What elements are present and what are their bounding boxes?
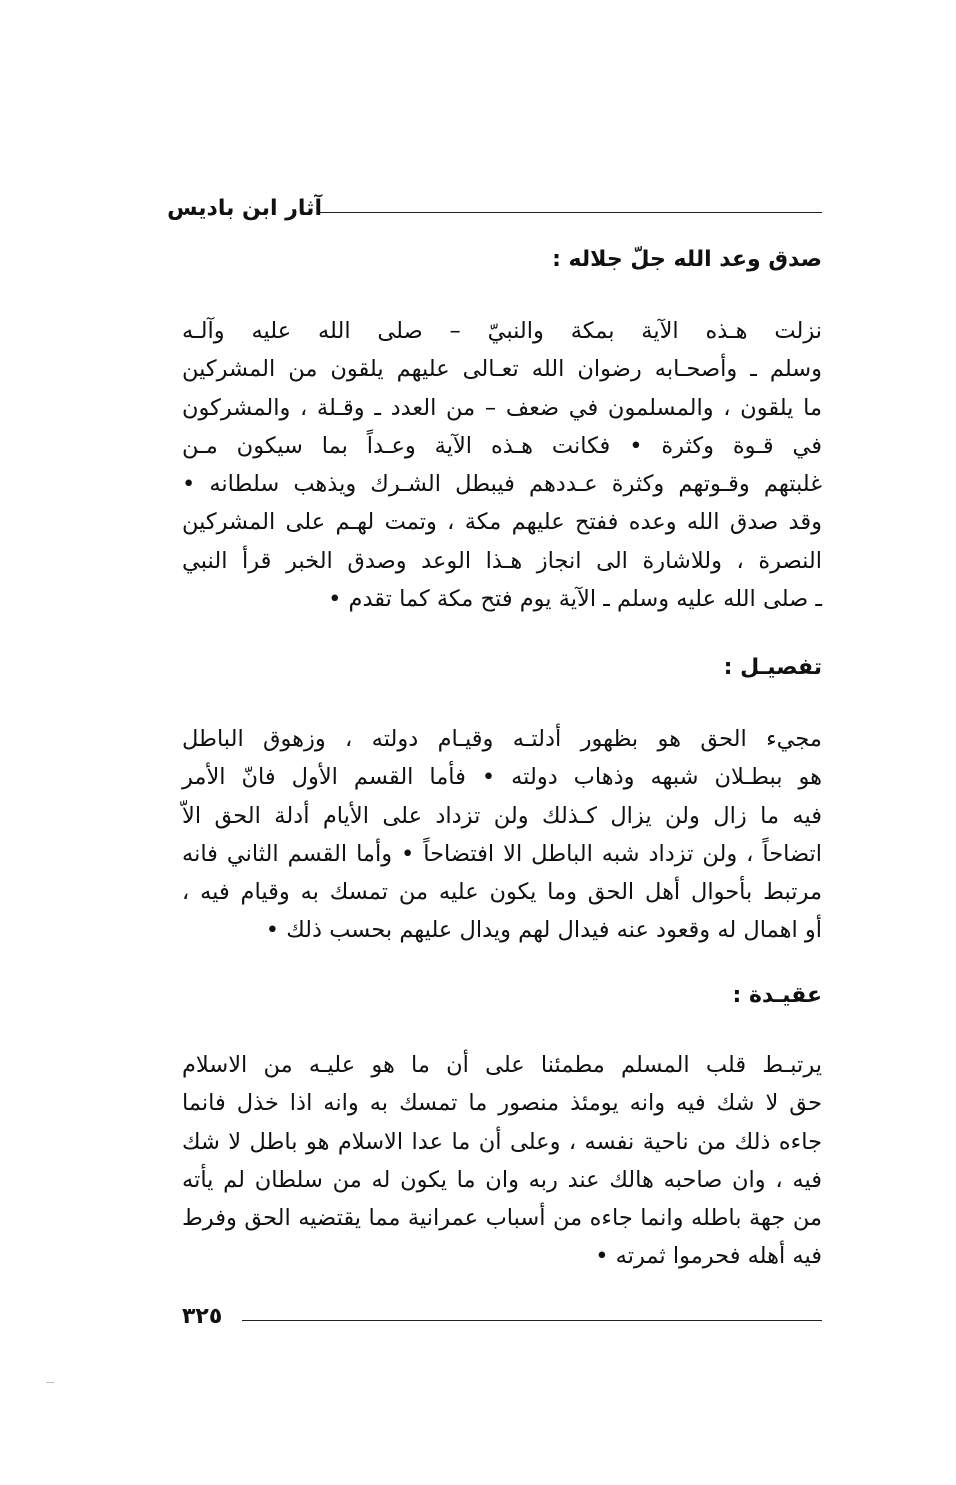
- paragraph: [182, 720, 822, 950]
- text-line: يرتبـط قلب المسلم مطمئنا على أن ما هو عليـه من الاسلام: [182, 1052, 822, 1078]
- text-line: ـ صلى الله عليه وسلم ـ الآية يوم فتح مكة كما تقدم •: [328, 586, 822, 613]
- running-header: [167, 192, 822, 226]
- section-heading: عقيـدة :: [732, 983, 822, 1008]
- text-line: حق لا شك فيه وانه يومئذ منصور ما تمسك به وانه اذا خذل فانما: [182, 1090, 822, 1117]
- text-line: وقد صدق الله وعده ففتح عليهم مكة ، وتمت لهـم على المشركين: [182, 509, 822, 536]
- running-title: آثار ابن باديس: [167, 196, 322, 221]
- text-line: فيه ما زال ولن يزال كـذلك ولن تزداد على الأيام أدلة الحق الاّ: [182, 802, 822, 829]
- section-heading: تفصيـل :: [723, 655, 822, 680]
- text-line: في قـوة وكثرة • فكانت هـذه الآية وعـداً بما سيكون مـن: [182, 432, 822, 459]
- text-line: نزلت هـذه الآية بمكة والنبيّ – صلى الله عليه وآلـه: [182, 318, 822, 344]
- header-rule: [320, 212, 822, 213]
- text-line: جاءه ذلك من ناحية نفسه ، وعلى أن ما عدا الاسلام هو باطل لا شك: [182, 1128, 822, 1155]
- page-footer: [182, 1300, 822, 1334]
- text-line: النصرة ، وللاشارة الى انجاز هـذا الوعد وصدق الخبر قرأ النبي: [182, 547, 822, 574]
- text-line: فيه أهله فحرموا ثمرته •: [595, 1243, 822, 1270]
- scan-speck: [46, 1382, 54, 1383]
- footer-rule: [242, 1320, 822, 1321]
- section-detail: [182, 648, 822, 950]
- text-line: ما يلقون ، والمسلمون في ضعف – من العدد ـ وقـلة ، والمشركون: [182, 394, 822, 421]
- section-belief: [182, 976, 822, 1276]
- text-line: من جهة باطله وانما جاءه من أسباب عمرانية مما يقتضيه الحق وفرط: [182, 1205, 822, 1232]
- section-promise: [182, 240, 822, 618]
- text-line: أو اهمال له وقعود عنه فيدال لهم ويدال عليهم بحسب ذلك •: [265, 917, 822, 944]
- paragraph: [182, 312, 822, 618]
- text-line: هو ببطـلان شبهه وذهاب دولته • فأما القسم الأول فانّ الأمر: [182, 764, 822, 791]
- section-heading: صدق وعد الله جلّ جلاله :: [552, 247, 822, 272]
- page-number: ٣٢٥: [182, 1304, 223, 1329]
- text-line: مرتبط بأحوال أهل الحق وما يكون عليه من تمسك به وقيام فيه ،: [182, 879, 822, 906]
- text-line: اتضاحاً ، ولن تزداد شبه الباطل الا افتضاحاً • وأما القسم الثاني فانه: [182, 840, 822, 867]
- text-line: مجيء الحق هو بظهور أدلتـه وقيـام دولته ، وزهوق الباطل: [182, 726, 822, 752]
- text-line: فيه ، وان صاحبه هالك عند ربه وان ما يكون له من سلطان لم يأته: [182, 1166, 822, 1193]
- text-line: غلبتهم وقـوتهم وكثرة عـددهم فيبطل الشـرك ويذهب سلطانه •: [182, 471, 822, 498]
- text-line: وسلم ـ وأصحـابه رضوان الله تعـالى عليهم يلقون من المشركين: [182, 356, 822, 383]
- paragraph: [182, 1046, 822, 1276]
